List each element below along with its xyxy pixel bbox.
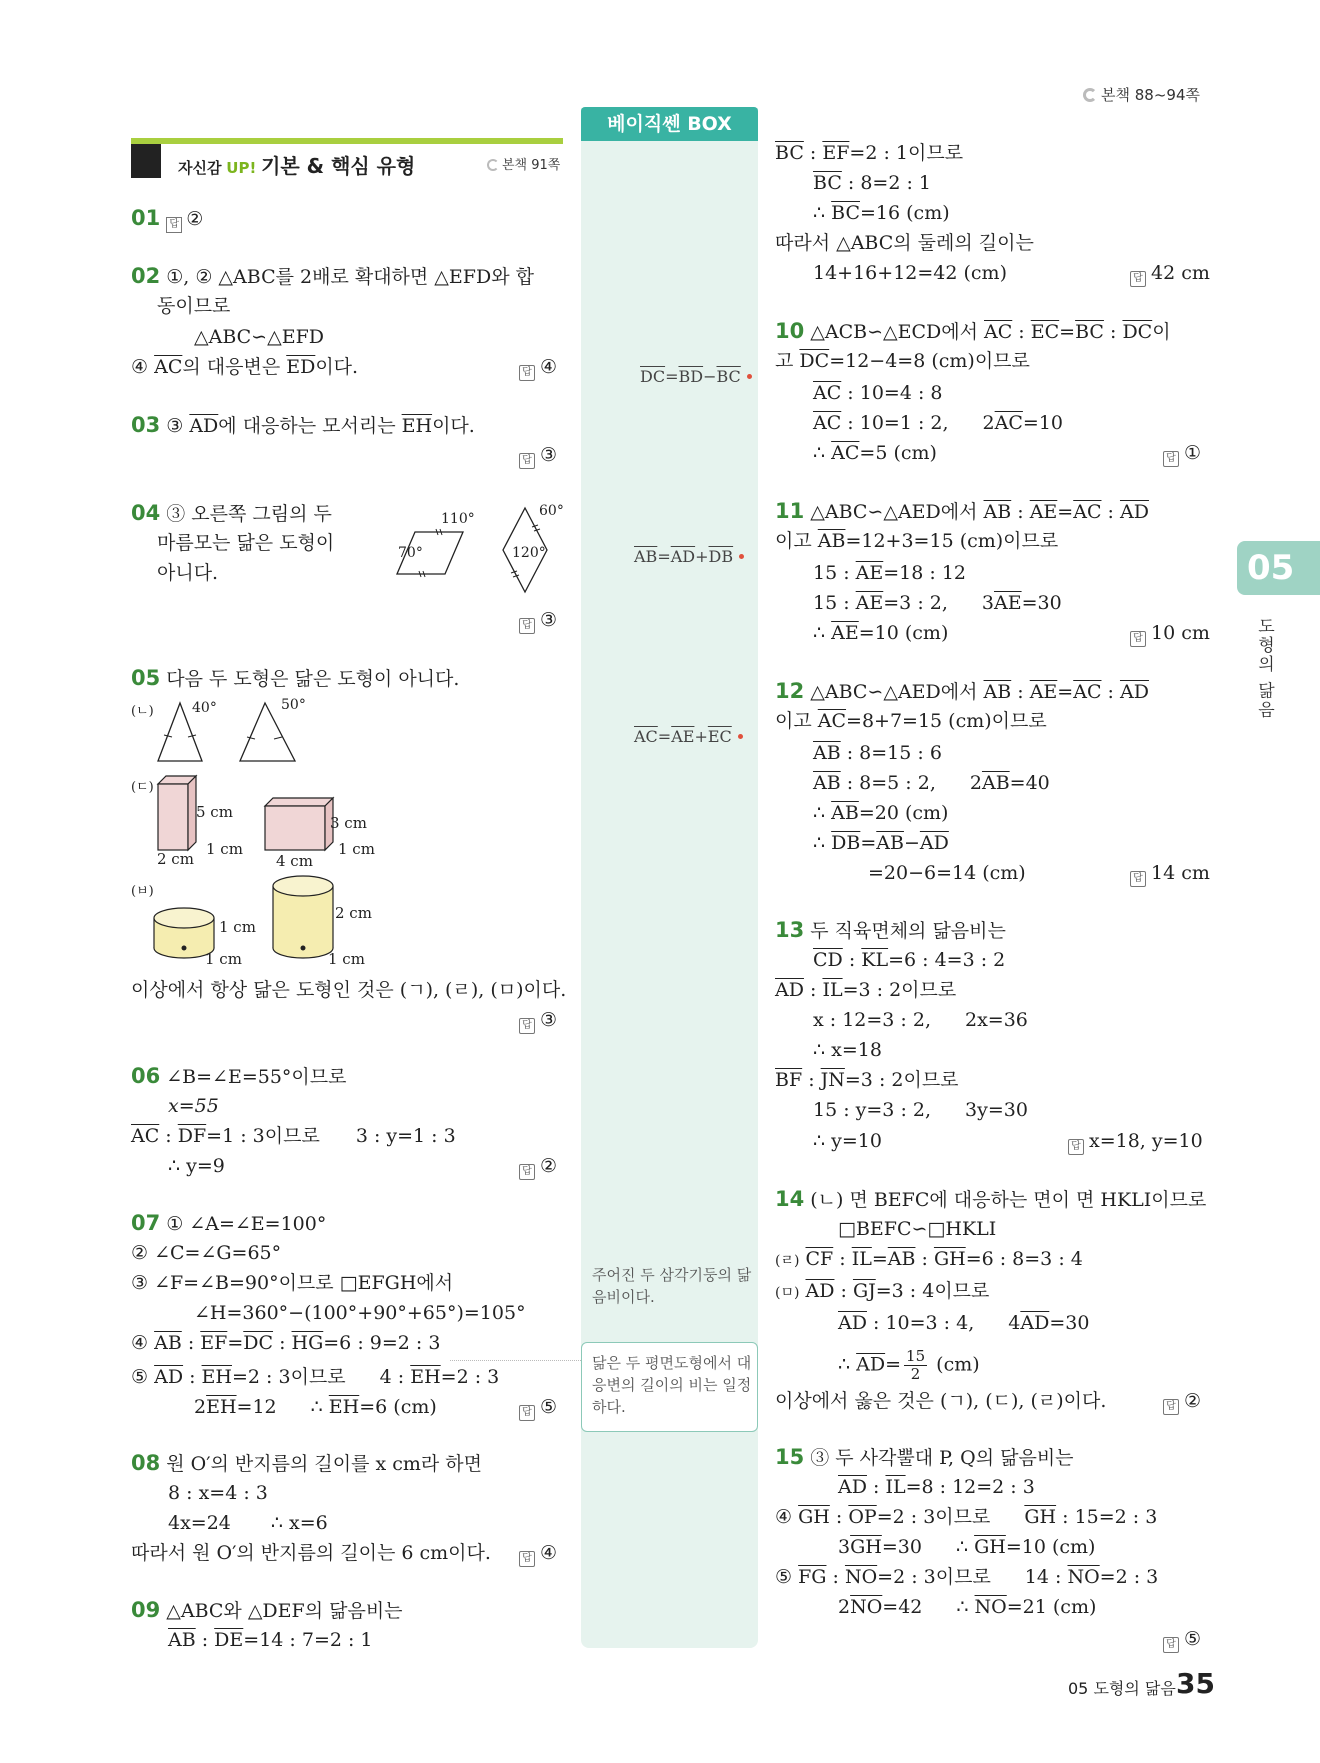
question-09-cont-line4: 따라서 △ABC의 둘레의 길이는 <box>775 232 1034 254</box>
section-header-tab <box>131 144 161 178</box>
cuboid1-height: 5 cm <box>196 803 233 821</box>
figure-label-d: (ㄷ) <box>131 780 154 795</box>
question-10-line3: $\overline{AC}$ : 10=4 : 8 <box>813 382 943 404</box>
question-13-line6: $\overline{BF}$ : $\overline{JN}=3$ : 2이므로 <box>775 1069 959 1091</box>
question-05-conclusion: 이상에서 항상 닮은 도형인 것은 (ㄱ), (ㄹ), (ㅁ)이다. <box>131 979 567 1001</box>
angle-70: 70° <box>398 545 423 561</box>
question-04-line1: 04 ③ 오른쪽 그림의 두 <box>131 501 332 525</box>
question-06-line1: 06 ∠B=∠E=55°이므로 <box>131 1064 347 1088</box>
question-06-line2: x=55 <box>168 1095 219 1117</box>
question-07-line6: ⑤ $\overline{AD}$ : $\overline{EH}=2$ : 3이므로 4 : $\overline{EH}=2$ : 3 <box>131 1366 500 1388</box>
question-09-cont-line3: ∴ $\overline{BC}=16$ (cm) <box>813 202 950 224</box>
note-ac: $\overline{AC}=\overline{AE}+\overline{EC}$ <box>634 727 743 746</box>
answer-13: 답 x=18, y=10 <box>1068 1128 1203 1155</box>
section-header-bar <box>131 138 563 144</box>
question-03: 03 ③ $\overline{AD}$에 대응하는 모서리는 $\overline{EH}$이다. <box>131 413 475 437</box>
question-04-line2: 마름모는 닮은 도형이 <box>157 532 335 554</box>
chapter-vertical-title: 도형의 닮음 <box>1254 617 1274 720</box>
cuboid-figures <box>150 770 350 860</box>
note-prism-ratio: 주어진 두 삼각기둥의 닮음비이다. <box>592 1266 752 1306</box>
question-14-line7: 이상에서 옳은 것은 (ㄱ), (ㄷ), (ㄹ)이다. <box>775 1390 1107 1412</box>
cuboid-wide <box>265 806 325 850</box>
question-13-line5: ∴ x=18 <box>813 1039 882 1061</box>
answer-04: 답 ③ <box>519 607 557 634</box>
question-12-line2: 이고 $\overline{AC}=8+7=15$ (cm)이므로 <box>775 710 1047 732</box>
cylinder1-height: 1 cm <box>219 918 256 936</box>
question-02-line1: 02 ①, ② △ABC를 2배로 확대하면 △EFD와 합 <box>131 264 534 288</box>
cuboid1-depth: 1 cm <box>206 840 243 858</box>
question-09-line2: $\overline{AB}$ : $\overline{DE}=14$ : 7=2 : 1 <box>168 1629 373 1651</box>
cylinder2-radius: 1 cm <box>328 950 365 968</box>
question-08-line1: 08 원 O′의 반지름의 길이를 x cm라 하면 <box>131 1451 482 1475</box>
cylinder2-height: 2 cm <box>335 904 372 922</box>
question-11-line2: 이고 $\overline{AB}=12+3=15$ (cm)이므로 <box>775 530 1059 552</box>
angle-120: 120° <box>512 545 546 561</box>
question-15-line4: $3\overline{GH}=30$ ∴ $\overline{GH}=10$ (cm) <box>838 1536 1096 1558</box>
question-07-line1: 07 ① ∠A=∠E=100° <box>131 1211 327 1235</box>
cuboid2-width: 4 cm <box>276 852 313 870</box>
question-04-line3: 아니다. <box>157 562 219 584</box>
question-02-line2: 동이므로 <box>157 295 231 317</box>
cuboid2-depth: 1 cm <box>338 840 375 858</box>
answer-09: 답 42 cm <box>1130 260 1210 287</box>
question-06-line3: $\overline{AC}$ : $\overline{DF}=1$ : 3이므로 3 : y=1 : 3 <box>131 1125 456 1147</box>
question-13-line3: $\overline{AD}$ : $\overline{IL}=3$ : 2이므로 <box>775 979 957 1001</box>
answer-03: 답 ③ <box>519 442 557 469</box>
question-12-line6: ∴ $\overline{DB}=\overline{AB}-\overline{AD}$ <box>813 832 949 854</box>
answer-14: 답 ② <box>1163 1388 1201 1415</box>
question-12-line1: 12 △ABC∽△AED에서 $\overline{AB}$ : $\overline{AE}=\overline{AC}$ : $\overline{AD}$ <box>775 679 1149 703</box>
connector-07 <box>450 1360 581 1361</box>
question-10-line5: ∴ $\overline{AC}=5$ (cm) <box>813 442 937 464</box>
question-14-line2: □BEFC∽□HKLI <box>838 1218 997 1240</box>
question-07-line4: ∠H=360°−(100°+90°+65°)=105° <box>194 1302 526 1324</box>
cylinder-figures <box>150 870 350 960</box>
question-10-line4: $\overline{AC}$ : 10=1 : 2, $2\overline{AC}=10$ <box>813 412 1064 434</box>
note-ratio-text: 닮은 두 평면도형에서 대응변의 길이의 비는 일정하다. <box>592 1354 752 1416</box>
question-15-line6: $2\overline{NO}=42$ ∴ $\overline{NO}=21$ (cm) <box>838 1596 1097 1618</box>
answer-06: 답 ② <box>519 1153 557 1180</box>
note-ab: $\overline{AB}=\overline{AD}+\overline{DB}$ <box>634 547 744 566</box>
question-05-line1: 05 다음 두 도형은 닮은 도형이 아니다. <box>131 666 460 690</box>
question-07-line3: ③ ∠F=∠B=90°이므로 □EFGH에서 <box>131 1272 454 1294</box>
chapter-tab[interactable]: 05 <box>1237 541 1320 595</box>
question-13-line2: $\overline{CD}$ : $\overline{KL}=6$ : 4=3 : 2 <box>813 949 1006 971</box>
cylinder-tall <box>273 876 333 896</box>
question-07-line2: ② ∠C=∠G=65° <box>131 1242 282 1264</box>
question-15-line2: $\overline{AD}$ : $\overline{IL}=8$ : 12=2 : 3 <box>838 1476 1035 1498</box>
fraction-15-2: $\frac{15}{2}$ <box>906 1347 926 1383</box>
question-13-line8: ∴ y=10 <box>813 1130 882 1152</box>
question-12-line4: $\overline{AB}$ : 8=5 : 2, $2\overline{AB}=40$ <box>813 772 1050 794</box>
question-11-line4: 15 : $\overline{AE}=3$ : 2, $3\overline{AE}=30$ <box>813 592 1062 614</box>
answer-08: 답 ④ <box>519 1540 557 1567</box>
cylinder-small <box>154 908 214 928</box>
page-number: 35 <box>1176 1667 1215 1700</box>
footer-chapter: 05 도형의 닮음 <box>1068 1679 1176 1698</box>
question-09-cont-line1: $\overline{BC}$ : $\overline{EF}=2$ : 1이므로 <box>775 142 964 164</box>
cuboid1-width: 2 cm <box>157 850 194 868</box>
question-13-line1: 13 두 직육면체의 닮음비는 <box>775 918 1006 942</box>
question-13-line4: x : 12=3 : 2, 2x=36 <box>813 1009 1028 1031</box>
answer-07: 답 ⑤ <box>519 1394 557 1421</box>
angle-60: 60° <box>539 503 564 519</box>
question-10-line2: 고 $\overline{DC}=12-4=8$ (cm)이므로 <box>775 350 1030 372</box>
question-09-cont-line2: $\overline{BC}$ : 8=2 : 1 <box>813 172 932 194</box>
section-title: 자신감 UP! 기본 & 핵심 유형 <box>178 154 416 178</box>
question-14-line3: (ㄹ) $\overline{CF}$ : $\overline{IL}=\overline{AB}$ : $\overline{GH}=6$ : 8=3 : 4 <box>775 1248 1083 1270</box>
angle-40: 40° <box>192 700 217 716</box>
answer-05: 답 ③ <box>519 1007 557 1034</box>
question-14-line4: (ㅁ) $\overline{AD}$ : $\overline{GJ}=3$ : 4이므로 <box>775 1280 990 1302</box>
answer-15: 답 ⑤ <box>1163 1626 1201 1653</box>
question-15-line1: 15 ③ 두 사각뿔대 P, Q의 닮음비는 <box>775 1445 1074 1469</box>
question-06-line4: ∴ y=9 <box>168 1155 225 1177</box>
answer-11: 답 10 cm <box>1130 620 1210 647</box>
question-11-line3: 15 : $\overline{AE}=18$ : 12 <box>813 562 967 584</box>
question-08-line3: 4x=24 ∴ x=6 <box>168 1512 328 1534</box>
section-reference: 본책 91쪽 <box>487 154 560 173</box>
question-14-line1: 14 (ㄴ) 면 BEFC에 대응하는 면이 면 HKLI이므로 <box>775 1187 1207 1211</box>
question-02-line3: △ABC∽△EFD <box>194 326 325 348</box>
cylinder1-radius: 1 cm <box>205 950 242 968</box>
circle-arrow-icon <box>1083 88 1097 102</box>
question-12-line3: $\overline{AB}$ : 8=15 : 6 <box>813 742 942 764</box>
answer-02: 답 ④ <box>519 354 557 381</box>
question-15-line3: ④ $\overline{GH}$ : $\overline{OP}=2$ : 3이므로 $\overline{GH}$ : 15=2 : 3 <box>775 1506 1158 1528</box>
question-15-line5: ⑤ $\overline{FG}$ : $\overline{NO}=2$ : 3이므로 14 : $\overline{NO}=2$ : 3 <box>775 1566 1159 1588</box>
question-09-line1: 09 △ABC와 △DEF의 닮음비는 <box>131 1598 403 1622</box>
angle-50: 50° <box>281 697 306 713</box>
question-01: 01 답 ② <box>131 205 203 233</box>
question-07-line5: ④ $\overline{AB}$ : $\overline{EF}=\overline{DC}$ : $\overline{HG}=6$ : 9=2 : 3 <box>131 1332 441 1354</box>
question-07-line7: $2\overline{EH}=12$ ∴ $\overline{EH}=6$ (cm) <box>194 1396 437 1418</box>
question-10-line1: 10 △ACB∽△ECD에서 $\overline{AC}$ : $\overline{EC}=\overline{BC}$ : $\overline{DC}$이 <box>775 319 1171 343</box>
cuboid2-height: 3 cm <box>330 814 367 832</box>
question-14-line6: ∴ $\overline{AD}=$ $\frac{15}{2}$ (cm) <box>838 1347 980 1383</box>
answer-10: 답 ① <box>1163 440 1201 467</box>
figure-label-b: (ㅂ) <box>131 884 154 899</box>
basic-box-title: 베이직쎈 BOX <box>581 107 758 141</box>
question-11-line1: 11 △ABC∽△AED에서 $\overline{AB}$ : $\overline{AE}=\overline{AC}$ : $\overline{AD}$ <box>775 499 1149 523</box>
question-08-line4: 따라서 원 O′의 반지름의 길이는 6 cm이다. <box>131 1542 491 1564</box>
question-08-line2: 8 : x=4 : 3 <box>168 1482 268 1504</box>
answer-12: 답 14 cm <box>1130 860 1210 887</box>
question-12-line7: =20−6=14 (cm) <box>868 862 1026 884</box>
question-13-line7: 15 : y=3 : 2, 3y=30 <box>813 1099 1028 1121</box>
question-14-line5: $\overline{AD}$ : 10=3 : 4, $4\overline{AD}=30$ <box>838 1312 1090 1334</box>
question-09-cont-line5: 14+16+12=42 (cm) <box>813 262 1007 284</box>
question-11-line5: ∴ $\overline{AE}=10$ (cm) <box>813 622 949 644</box>
figure-label-n: (ㄴ) <box>131 704 154 719</box>
circle-arrow-icon <box>487 159 499 171</box>
question-02-line4: ④ $\overline{AC}$의 대응변은 $\overline{ED}$이다. <box>131 356 359 378</box>
angle-110: 110° <box>441 511 475 527</box>
page-reference: 본책 88~94쪽 <box>1083 84 1200 105</box>
cuboid-tall <box>158 784 188 850</box>
question-12-line5: ∴ $\overline{AB}=20$ (cm) <box>813 802 949 824</box>
note-dc: $\overline{DC}=\overline{BD}-\overline{BC}$ <box>640 367 752 386</box>
